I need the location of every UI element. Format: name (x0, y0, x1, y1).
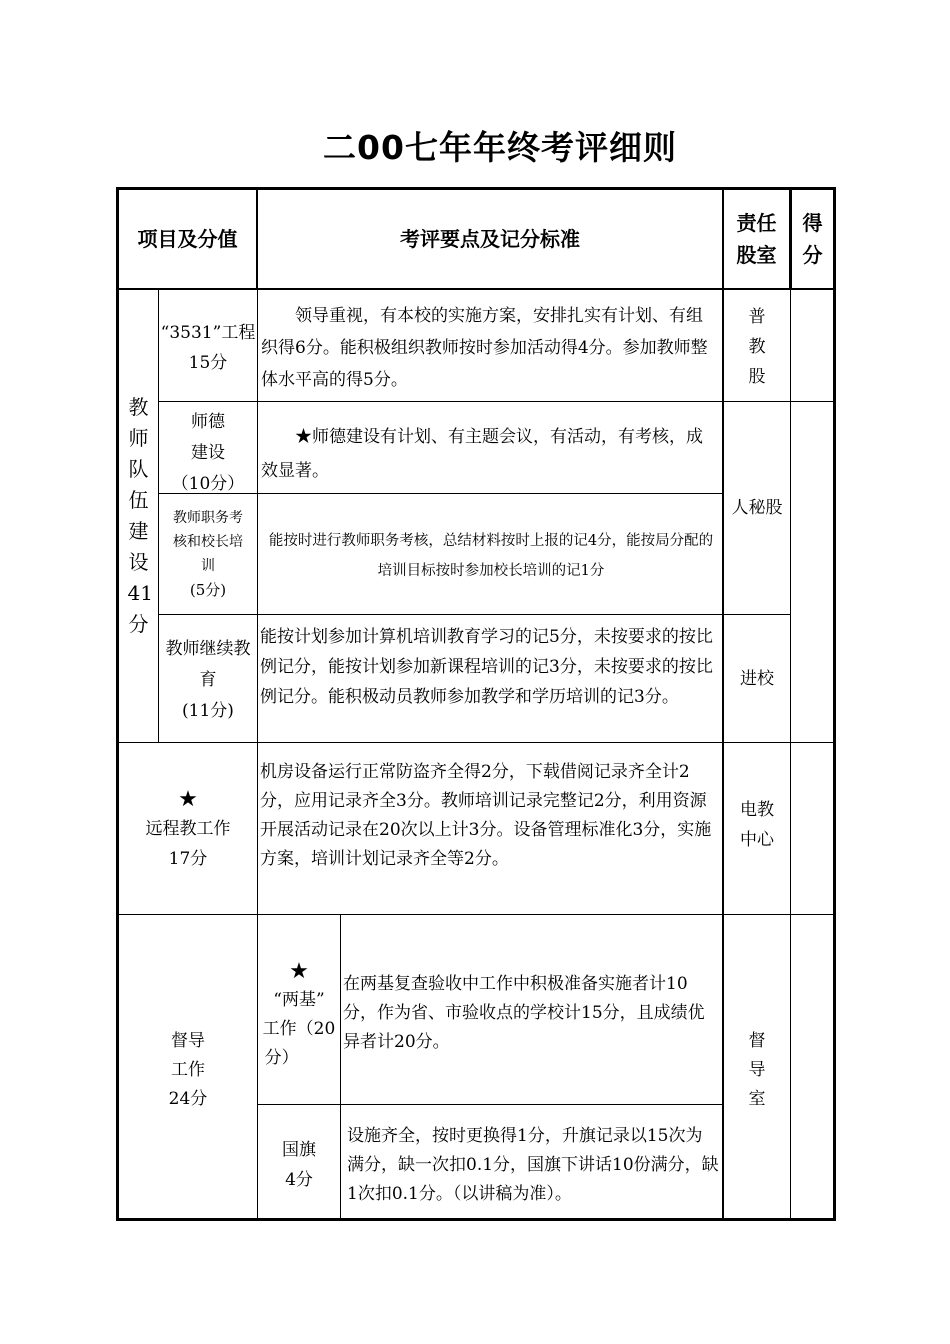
criteria-assess: 能按时进行教师职务考核，总结材料按时上报的记4分，能按局分配的培训目标按时参加校长培训的记1分 (268, 533, 714, 579)
divider (116, 914, 836, 915)
dept-remote: 电教 中心 (740, 800, 774, 850)
criteria-flag: 设施齐全，按时更换得1分，升旗记录以15次为满分，缺一次扣0.1分，国旗下讲话10份满分，缺1次扣0.1分。（以讲稿为准）。 (347, 1126, 719, 1204)
header-score: 得 分 (802, 211, 823, 267)
item-3531: “3531”工程 15分 (160, 323, 256, 373)
divider (257, 1104, 723, 1105)
dept-supervision: 督 导 室 (748, 1030, 766, 1109)
divider (257, 290, 258, 1220)
criteria-continuing: 能按计划参加计算机培训教育学习的记5分，未按要求的按比例记分，能按计划参加新课程培训的记3分，未按要求的按比例记分。能积极动员教师参加教学和学历培训的记3分。 (260, 627, 713, 707)
header-dept: 责任 股室 (736, 211, 777, 267)
item-remote: ★ 远程教工作 17分 (145, 787, 231, 869)
page-title: 二00七年年终考评细则 (323, 128, 677, 167)
item-assess: 教师职务考 核和校长培 训 (5分) (173, 510, 243, 599)
section-teachers-label: 教 师 队 伍 建 设 41 分 (127, 395, 153, 636)
dept-3531: 普 教 股 (748, 307, 766, 387)
item-ethics: 师德 建设 （10分） (171, 411, 245, 494)
table-border-bottom (116, 1218, 836, 1221)
divider (116, 288, 836, 290)
dept-continuing: 进校 (740, 668, 774, 689)
item-flag: 国旗 4分 (282, 1140, 316, 1190)
divider (790, 290, 791, 1220)
table-border-right (833, 187, 836, 1221)
divider (340, 915, 341, 1220)
header-criteria: 考评要点及记分标准 (400, 227, 580, 251)
criteria-ethics: ★师德建设有计划、有主题会议，有活动，有考核，成效显著。 (261, 427, 703, 481)
header-item-score: 项目及分值 (137, 227, 238, 251)
criteria-3531: 领导重视，有本校的实施方案，安排扎实有计划、有组织得6分。能积极组织教师按时参加活动得4分。参加教师整体水平高的得5分。 (261, 306, 708, 390)
criteria-liangji: 在两基复查验收中工作中积极准备实施者计10分，作为省、市验收点的学校计15分，且成绩优异者计20分。 (343, 974, 705, 1052)
star-icon: ★ (178, 787, 198, 812)
item-supervision: 督导 工作 24分 (168, 1030, 208, 1109)
item-continuing: 教师继续教 育 (11分) (165, 638, 251, 721)
divider (116, 742, 836, 743)
criteria-remote: 机房设备运行正常防盗齐全得2分，下载借阅记录齐全计2分，应用记录齐全3分。教师培训记录完整记2分，利用资源开展活动记录在20次以上计3分。设备管理标准化3分，实施方案，培训计划记录齐全等2分。 (260, 762, 712, 869)
dept-ethics: 人秘股 (731, 498, 783, 518)
item-liangji: ★ “两基” 工作（20 分） (262, 958, 336, 1068)
divider (158, 614, 791, 615)
star-icon: ★ (289, 958, 309, 984)
